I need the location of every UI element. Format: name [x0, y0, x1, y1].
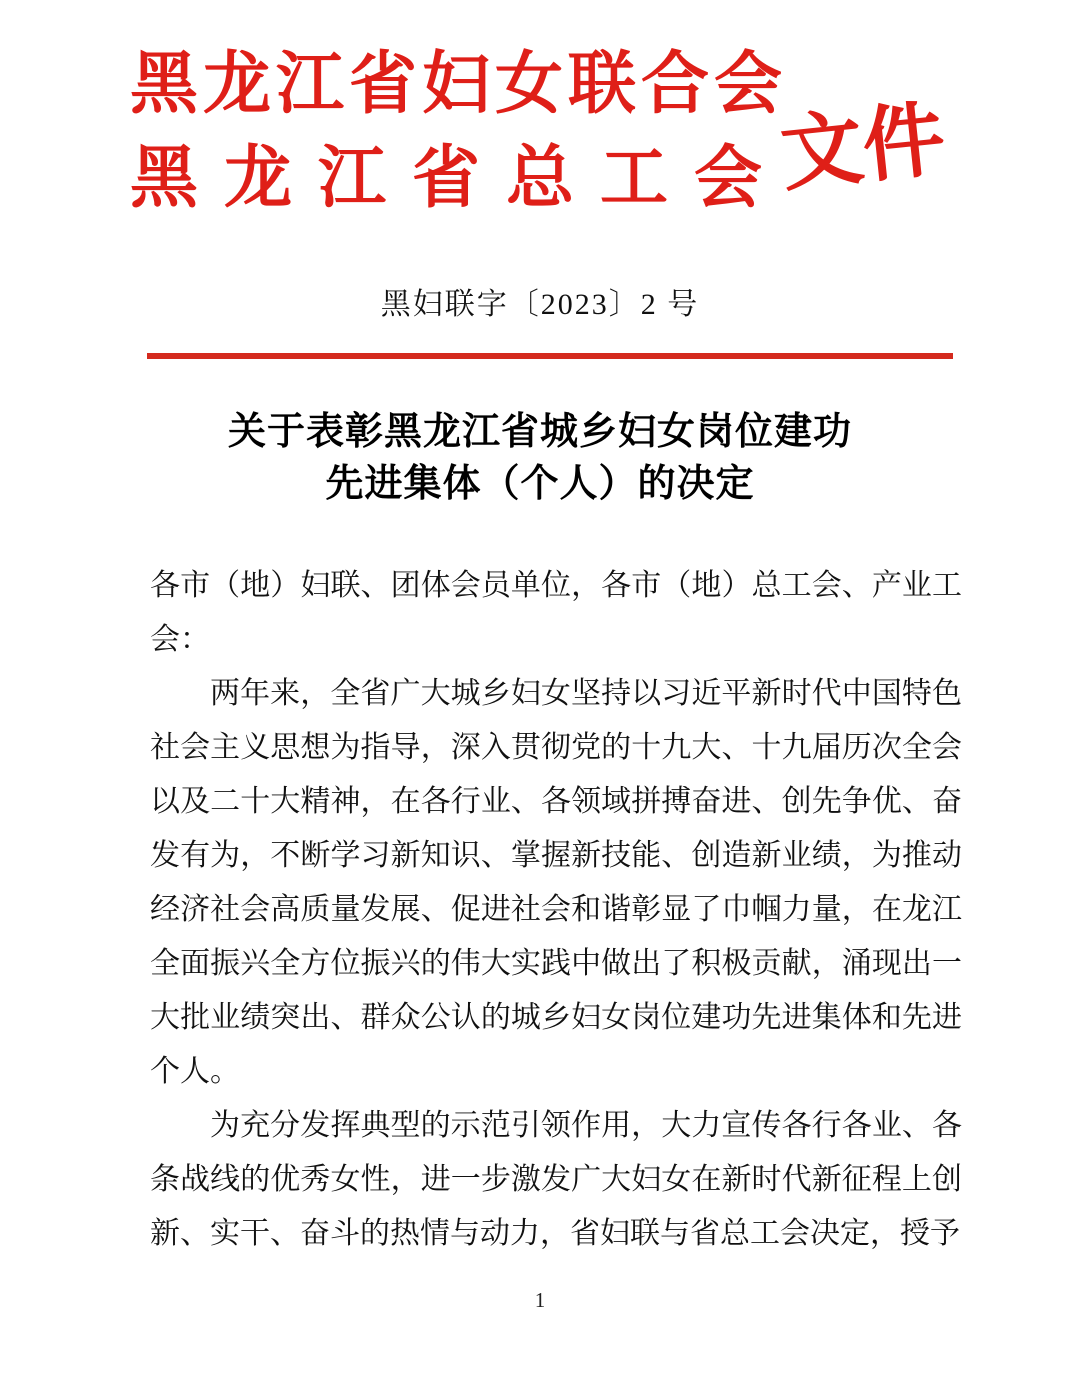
- document-body: [150, 559, 962, 1261]
- letterhead-org-line1: 黑龙江省妇女联合会: [130, 46, 788, 122]
- body-paragraph: 两年来，全省广大城乡妇女坚持以习近平新时代中国特色社会主义思想为指导，深入贯彻党的十九大、十九届历次全会以及二十大精神，在各行业、各领域拼搏奋进、创先争优、奋发有为，不断学习新知识、掌握新技能、创造新业绩，为推动经济社会高质量发展、促进社会和谐彰显了巾帼力量，在龙江全面振兴全方位振兴的伟大实践中做出了积极贡献，涌现出一大批业绩突出、群众公认的城乡妇女岗位建功先进集体和先进个人。: [150, 677, 962, 1088]
- letterhead-doc-type-label: 文件: [776, 93, 950, 202]
- letterhead-org-line2: 黑龙江省总工会: [130, 140, 789, 216]
- document-title: [0, 406, 1080, 510]
- salutation-paragraph: 各市（地）妇联、团体会员单位，各市（地）总工会、产业工会：: [150, 569, 962, 656]
- document-title-line2: 先进集体（个人）的决定: [325, 463, 755, 505]
- document-reference-number: 黑妇联字〔2023〕2 号: [380, 288, 700, 321]
- body-paragraph: 为充分发挥典型的示范引领作用，大力宣传各行各业、各条战线的优秀女性，进一步激发广大妇女在新时代新征程上创新、实干、奋斗的热情与动力，省妇联与省总工会决定，授予: [150, 1109, 962, 1250]
- page-number: 1: [534, 1288, 546, 1312]
- red-divider-rule: [147, 353, 953, 359]
- document-title-line1: 关于表彰黑龙江省城乡妇女岗位建功: [227, 411, 852, 453]
